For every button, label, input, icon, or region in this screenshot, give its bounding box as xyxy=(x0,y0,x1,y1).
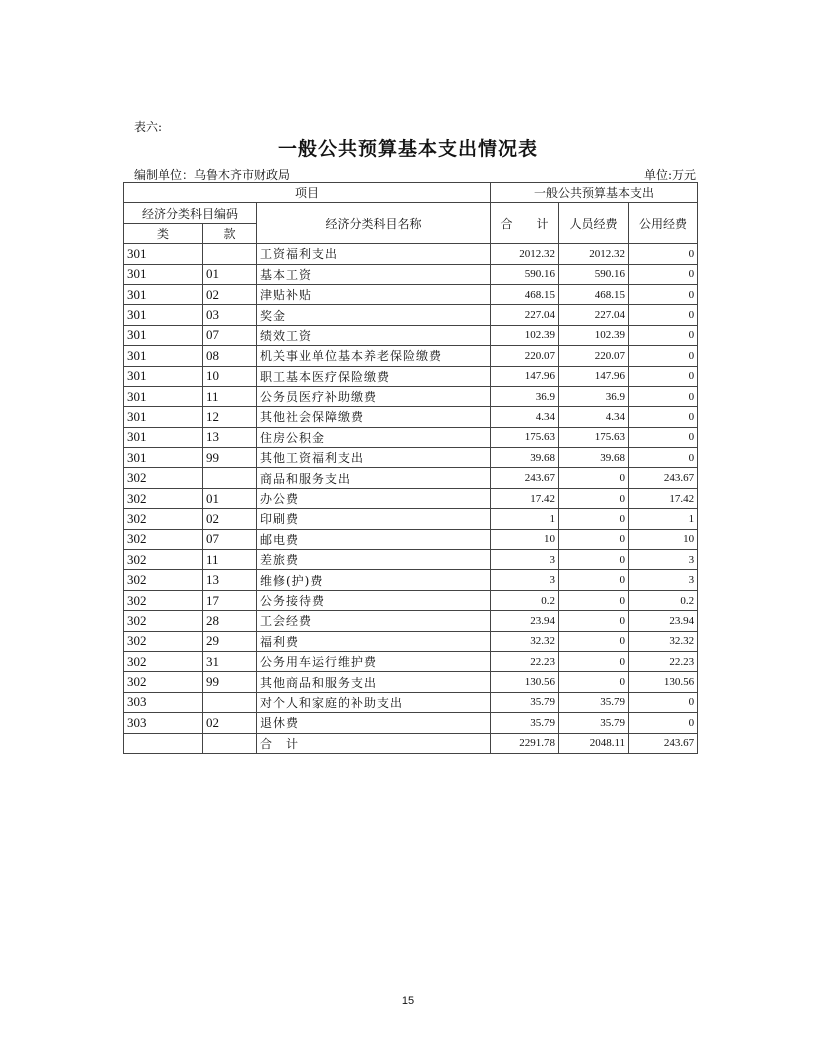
cell-name: 合 计 xyxy=(257,733,491,753)
cell-public: 243.67 xyxy=(629,468,698,488)
cell-name: 差旅费 xyxy=(257,550,491,570)
cell-public: 0 xyxy=(629,407,698,427)
cell-total: 3 xyxy=(491,570,559,590)
cell-name: 邮电费 xyxy=(257,529,491,549)
header-total: 合 计 xyxy=(491,203,559,244)
cell-category: 302 xyxy=(124,590,203,610)
cell-total: 35.79 xyxy=(491,713,559,733)
cell-public: 0 xyxy=(629,692,698,712)
cell-public: 243.67 xyxy=(629,733,698,753)
table-row xyxy=(124,366,698,386)
cell-kuan xyxy=(203,244,257,264)
table-row xyxy=(124,529,698,549)
cell-kuan: 99 xyxy=(203,448,257,468)
cell-kuan: 01 xyxy=(203,264,257,284)
table-row xyxy=(124,590,698,610)
cell-total: 590.16 xyxy=(491,264,559,284)
cell-total: 2012.32 xyxy=(491,244,559,264)
cell-kuan: 11 xyxy=(203,550,257,570)
cell-personnel: 175.63 xyxy=(559,427,629,447)
cell-total: 0.2 xyxy=(491,590,559,610)
table-row xyxy=(124,386,698,406)
cell-name: 职工基本医疗保险缴费 xyxy=(257,366,491,386)
cell-name: 工会经费 xyxy=(257,611,491,631)
cell-kuan: 07 xyxy=(203,325,257,345)
cell-category: 301 xyxy=(124,448,203,468)
table-row xyxy=(124,611,698,631)
cell-name: 住房公积金 xyxy=(257,427,491,447)
cell-public: 0 xyxy=(629,427,698,447)
cell-personnel: 220.07 xyxy=(559,346,629,366)
table-row xyxy=(124,488,698,508)
cell-public: 0 xyxy=(629,346,698,366)
cell-personnel: 0 xyxy=(559,672,629,692)
cell-kuan: 17 xyxy=(203,590,257,610)
cell-personnel: 0 xyxy=(559,488,629,508)
cell-name: 津贴补贴 xyxy=(257,284,491,304)
cell-public: 3 xyxy=(629,570,698,590)
cell-public: 32.32 xyxy=(629,631,698,651)
cell-personnel: 0 xyxy=(559,509,629,529)
cell-category: 301 xyxy=(124,305,203,325)
cell-public: 23.94 xyxy=(629,611,698,631)
cell-personnel: 147.96 xyxy=(559,366,629,386)
cell-kuan: 12 xyxy=(203,407,257,427)
cell-kuan: 13 xyxy=(203,427,257,447)
cell-kuan: 01 xyxy=(203,488,257,508)
cell-public: 0.2 xyxy=(629,590,698,610)
cell-category: 301 xyxy=(124,346,203,366)
cell-total: 3 xyxy=(491,550,559,570)
cell-kuan: 02 xyxy=(203,509,257,529)
cell-total: 227.04 xyxy=(491,305,559,325)
table-row xyxy=(124,672,698,692)
cell-total: 175.63 xyxy=(491,427,559,447)
cell-kuan: 08 xyxy=(203,346,257,366)
cell-total: 22.23 xyxy=(491,651,559,671)
cell-name: 公务员医疗补助缴费 xyxy=(257,386,491,406)
cell-total: 468.15 xyxy=(491,284,559,304)
table-row xyxy=(124,427,698,447)
table-row xyxy=(124,631,698,651)
cell-category: 302 xyxy=(124,509,203,529)
cell-public: 10 xyxy=(629,529,698,549)
table-row xyxy=(124,509,698,529)
compiling-unit: 编制单位：乌鲁木齐市财政局 xyxy=(134,168,291,182)
cell-kuan: 03 xyxy=(203,305,257,325)
header-project: 项目 xyxy=(124,183,491,203)
cell-total: 32.32 xyxy=(491,631,559,651)
table-row xyxy=(124,346,698,366)
cell-public: 130.56 xyxy=(629,672,698,692)
cell-total: 147.96 xyxy=(491,366,559,386)
cell-public: 3 xyxy=(629,550,698,570)
cell-kuan: 10 xyxy=(203,366,257,386)
cell-total: 35.79 xyxy=(491,692,559,712)
cell-personnel: 102.39 xyxy=(559,325,629,345)
cell-category: 302 xyxy=(124,468,203,488)
cell-category: 301 xyxy=(124,407,203,427)
currency-unit: 单位:万元 xyxy=(643,168,696,182)
table-row xyxy=(124,692,698,712)
cell-kuan: 02 xyxy=(203,713,257,733)
cell-personnel: 4.34 xyxy=(559,407,629,427)
budget-table xyxy=(123,182,698,754)
cell-personnel: 590.16 xyxy=(559,264,629,284)
cell-public: 0 xyxy=(629,448,698,468)
cell-name: 商品和服务支出 xyxy=(257,468,491,488)
cell-public: 17.42 xyxy=(629,488,698,508)
table-label: 表六: xyxy=(134,120,163,134)
cell-category: 301 xyxy=(124,427,203,447)
cell-category: 302 xyxy=(124,631,203,651)
cell-total: 36.9 xyxy=(491,386,559,406)
table-row xyxy=(124,570,698,590)
cell-category: 302 xyxy=(124,570,203,590)
cell-personnel: 0 xyxy=(559,590,629,610)
cell-kuan xyxy=(203,692,257,712)
cell-name: 其他工资福利支出 xyxy=(257,448,491,468)
header-code-group: 经济分类科目编码 xyxy=(124,203,257,223)
cell-name: 基本工资 xyxy=(257,264,491,284)
cell-personnel: 35.79 xyxy=(559,713,629,733)
table-row xyxy=(124,468,698,488)
cell-total: 17.42 xyxy=(491,488,559,508)
cell-total: 220.07 xyxy=(491,346,559,366)
header-name: 经济分类科目名称 xyxy=(257,203,491,244)
header-public: 公用经费 xyxy=(629,203,698,244)
cell-category: 301 xyxy=(124,386,203,406)
cell-personnel: 35.79 xyxy=(559,692,629,712)
cell-kuan: 99 xyxy=(203,672,257,692)
cell-personnel: 227.04 xyxy=(559,305,629,325)
cell-public: 0 xyxy=(629,305,698,325)
cell-kuan xyxy=(203,468,257,488)
page-title: 一般公共预算基本支出情况表 xyxy=(277,138,538,160)
header-budget-group: 一般公共预算基本支出 xyxy=(491,183,698,203)
cell-category: 302 xyxy=(124,651,203,671)
cell-public: 22.23 xyxy=(629,651,698,671)
header-personnel: 人员经费 xyxy=(559,203,629,244)
table-row xyxy=(124,651,698,671)
cell-personnel: 2048.11 xyxy=(559,733,629,753)
cell-name: 印刷费 xyxy=(257,509,491,529)
cell-personnel: 0 xyxy=(559,611,629,631)
cell-category: 301 xyxy=(124,325,203,345)
table-row xyxy=(124,448,698,468)
cell-public: 0 xyxy=(629,284,698,304)
cell-kuan: 11 xyxy=(203,386,257,406)
cell-name: 奖金 xyxy=(257,305,491,325)
cell-name: 工资福利支出 xyxy=(257,244,491,264)
cell-public: 0 xyxy=(629,244,698,264)
cell-personnel: 0 xyxy=(559,570,629,590)
cell-category: 301 xyxy=(124,284,203,304)
cell-total: 23.94 xyxy=(491,611,559,631)
cell-name: 绩效工资 xyxy=(257,325,491,345)
cell-category: 302 xyxy=(124,672,203,692)
cell-total: 1 xyxy=(491,509,559,529)
cell-public: 0 xyxy=(629,386,698,406)
header-lei: 类 xyxy=(124,223,203,243)
cell-category: 302 xyxy=(124,611,203,631)
cell-personnel: 0 xyxy=(559,651,629,671)
cell-kuan: 02 xyxy=(203,284,257,304)
cell-kuan: 29 xyxy=(203,631,257,651)
cell-category xyxy=(124,733,203,753)
table-row xyxy=(124,305,698,325)
cell-total: 243.67 xyxy=(491,468,559,488)
cell-category: 302 xyxy=(124,488,203,508)
cell-category: 302 xyxy=(124,550,203,570)
cell-public: 1 xyxy=(629,509,698,529)
header-kuan: 款 xyxy=(203,223,257,243)
cell-total: 130.56 xyxy=(491,672,559,692)
table-header xyxy=(124,183,698,244)
cell-name: 其他商品和服务支出 xyxy=(257,672,491,692)
table-row xyxy=(124,407,698,427)
cell-name: 福利费 xyxy=(257,631,491,651)
cell-personnel: 468.15 xyxy=(559,284,629,304)
cell-personnel: 0 xyxy=(559,529,629,549)
cell-kuan: 13 xyxy=(203,570,257,590)
cell-personnel: 2012.32 xyxy=(559,244,629,264)
cell-name: 其他社会保障缴费 xyxy=(257,407,491,427)
table-body xyxy=(124,244,698,754)
cell-name: 退休费 xyxy=(257,713,491,733)
cell-public: 0 xyxy=(629,264,698,284)
cell-kuan: 07 xyxy=(203,529,257,549)
table-row xyxy=(124,284,698,304)
cell-personnel: 0 xyxy=(559,631,629,651)
cell-category: 301 xyxy=(124,264,203,284)
cell-category: 303 xyxy=(124,692,203,712)
cell-category: 301 xyxy=(124,366,203,386)
cell-kuan: 28 xyxy=(203,611,257,631)
cell-name: 办公费 xyxy=(257,488,491,508)
cell-personnel: 39.68 xyxy=(559,448,629,468)
cell-name: 公务用车运行维护费 xyxy=(257,651,491,671)
cell-public: 0 xyxy=(629,325,698,345)
cell-personnel: 0 xyxy=(559,550,629,570)
cell-kuan xyxy=(203,733,257,753)
cell-personnel: 0 xyxy=(559,468,629,488)
table-row xyxy=(124,713,698,733)
table-row xyxy=(124,550,698,570)
cell-public: 0 xyxy=(629,713,698,733)
cell-total: 2291.78 xyxy=(491,733,559,753)
cell-category: 303 xyxy=(124,713,203,733)
table-row xyxy=(124,733,698,753)
cell-public: 0 xyxy=(629,366,698,386)
table-row xyxy=(124,325,698,345)
cell-category: 302 xyxy=(124,529,203,549)
table-row xyxy=(124,264,698,284)
cell-total: 102.39 xyxy=(491,325,559,345)
cell-personnel: 36.9 xyxy=(559,386,629,406)
cell-total: 4.34 xyxy=(491,407,559,427)
cell-name: 维修(护)费 xyxy=(257,570,491,590)
page-number: 15 xyxy=(401,995,415,1007)
cell-name: 对个人和家庭的补助支出 xyxy=(257,692,491,712)
cell-category: 301 xyxy=(124,244,203,264)
cell-name: 公务接待费 xyxy=(257,590,491,610)
cell-kuan: 31 xyxy=(203,651,257,671)
cell-total: 39.68 xyxy=(491,448,559,468)
table-row xyxy=(124,244,698,264)
cell-name: 机关事业单位基本养老保险缴费 xyxy=(257,346,491,366)
cell-total: 10 xyxy=(491,529,559,549)
